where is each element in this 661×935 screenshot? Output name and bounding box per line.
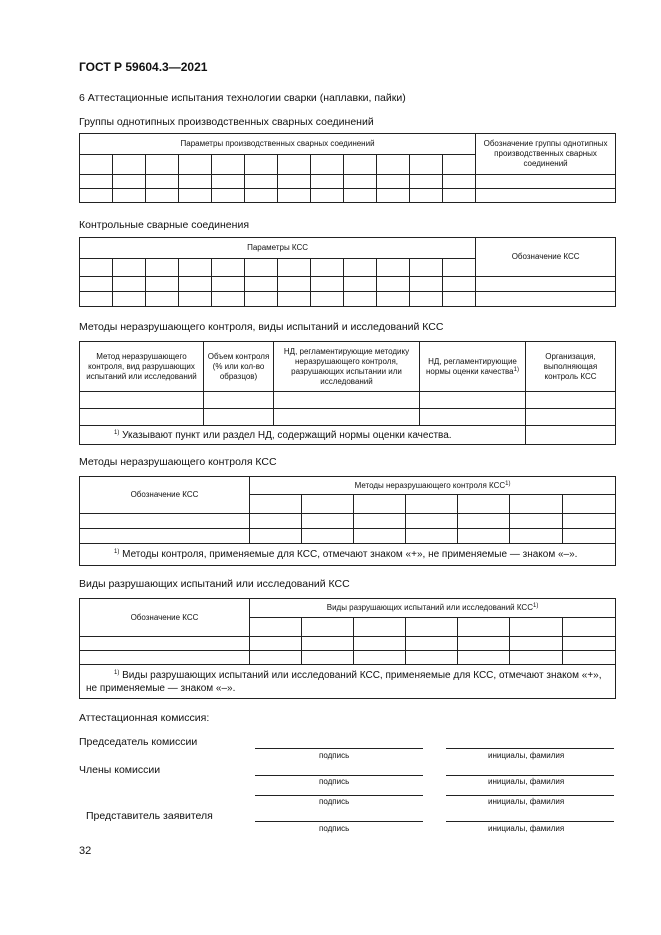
member1-name-line[interactable] xyxy=(446,775,614,776)
groups-designation-header: Обозначение группы однотипных производственных сварных соединений xyxy=(476,134,616,175)
destructive-types-header: Виды разрушающих испытаний или исследований КСС$^{1)}$ xyxy=(250,599,616,618)
control-params-header: Параметры КСС xyxy=(80,238,476,259)
ndt-designation-header: Обозначение КСС xyxy=(80,477,250,514)
methods-table xyxy=(79,341,616,445)
table-row xyxy=(80,637,616,651)
table-row xyxy=(80,189,616,203)
ndt-footnote: $^{1)}$ Методы контроля, применяемые для КСС, отмечают знаком «+», не применяемые — знаком «–». xyxy=(80,544,616,566)
control-caption: Контрольные сварные соединения xyxy=(79,219,249,231)
groups-param-cell[interactable] xyxy=(80,155,113,175)
groups-param-cell[interactable] xyxy=(410,155,443,175)
control-table xyxy=(79,237,616,307)
table-row xyxy=(80,651,616,665)
methods-col2-header: Объем контроля (% или кол-во образцов) xyxy=(204,342,274,392)
destructive-footnote: $^{1)}$ Виды разрушающих испытаний или исследований КСС, применяемые для КСС, отмечают знаком «+», не применяемые — знаком «–». xyxy=(80,665,616,699)
members-label: Члены комиссии xyxy=(79,764,161,776)
groups-param-cell[interactable] xyxy=(377,155,410,175)
groups-param-cell[interactable] xyxy=(344,155,377,175)
initials-caption: инициалы, фамилия xyxy=(488,797,565,806)
applicant-name-line[interactable] xyxy=(446,821,614,822)
commission-title: Аттестационная комиссия: xyxy=(79,712,210,724)
document-code: ГОСТ Р 59604.3—2021 xyxy=(79,60,208,74)
signature-caption: подпись xyxy=(319,824,350,833)
table-row xyxy=(80,409,616,426)
ndt-table xyxy=(79,476,616,566)
methods-col5-header: Организация, выполняющая контроль КСС xyxy=(526,342,616,392)
groups-param-cell[interactable] xyxy=(245,155,278,175)
signature-caption: подпись xyxy=(319,777,350,786)
table-row xyxy=(80,292,616,307)
groups-table xyxy=(79,133,616,203)
table-row xyxy=(80,392,616,409)
initials-caption: инициалы, фамилия xyxy=(488,824,565,833)
table-row xyxy=(80,175,616,189)
destructive-designation-header: Обозначение КСС xyxy=(80,599,250,637)
chairman-label: Председатель комиссии xyxy=(79,736,198,748)
methods-col3-header: НД, регламентирующие методику неразрушающего контроля, разрушающих испытании или исследований xyxy=(274,342,420,392)
groups-caption: Группы однотипных производственных сварных соединений xyxy=(79,116,374,128)
table-row xyxy=(80,529,616,544)
chairman-signature-line[interactable] xyxy=(255,748,423,749)
methods-caption: Методы неразрушающего контроля, виды испытаний и исследований КСС xyxy=(79,321,444,333)
table-row xyxy=(80,514,616,529)
applicant-signature-line[interactable] xyxy=(255,821,423,822)
member2-signature-line[interactable] xyxy=(255,795,423,796)
ndt-methods-header: Методы неразрушающего контроля КСС$^{1)}$ xyxy=(250,477,616,495)
chairman-name-line[interactable] xyxy=(446,748,614,749)
destructive-table xyxy=(79,598,616,699)
methods-col1-header: Метод неразрушающего контроля, вид разрушающих испытаний или исследований xyxy=(80,342,204,392)
initials-caption: инициалы, фамилия xyxy=(488,777,565,786)
groups-param-cell[interactable] xyxy=(146,155,179,175)
groups-param-cell[interactable] xyxy=(443,155,476,175)
control-designation-header: Обозначение КСС xyxy=(476,238,616,277)
methods-footnote: $^{1)}$ Указывают пункт или раздел НД, содержащий нормы оценки качества. xyxy=(80,426,526,445)
groups-param-cell[interactable] xyxy=(311,155,344,175)
applicant-rep-label: Представитель заявителя xyxy=(86,810,213,822)
member1-signature-line[interactable] xyxy=(255,775,423,776)
ndt-caption: Методы неразрушающего контроля КСС xyxy=(79,456,277,468)
signature-caption: подпись xyxy=(319,751,350,760)
destructive-caption: Виды разрушающих испытаний или исследований КСС xyxy=(79,578,350,590)
groups-param-cell[interactable] xyxy=(179,155,212,175)
table-row xyxy=(80,277,616,292)
groups-param-cell[interactable] xyxy=(113,155,146,175)
initials-caption: инициалы, фамилия xyxy=(488,751,565,760)
groups-param-cell[interactable] xyxy=(212,155,245,175)
signature-caption: подпись xyxy=(319,797,350,806)
groups-param-cell[interactable] xyxy=(278,155,311,175)
page-number: 32 xyxy=(79,845,92,857)
section-title: 6 Аттестационные испытания технологии сварки (наплавки, пайки) xyxy=(79,92,406,104)
groups-params-header: Параметры производственных сварных соединений xyxy=(80,134,476,155)
member2-name-line[interactable] xyxy=(446,795,614,796)
methods-col4-header: НД, регламентирующие нормы оценки качества$^{1)}$ xyxy=(420,342,526,392)
